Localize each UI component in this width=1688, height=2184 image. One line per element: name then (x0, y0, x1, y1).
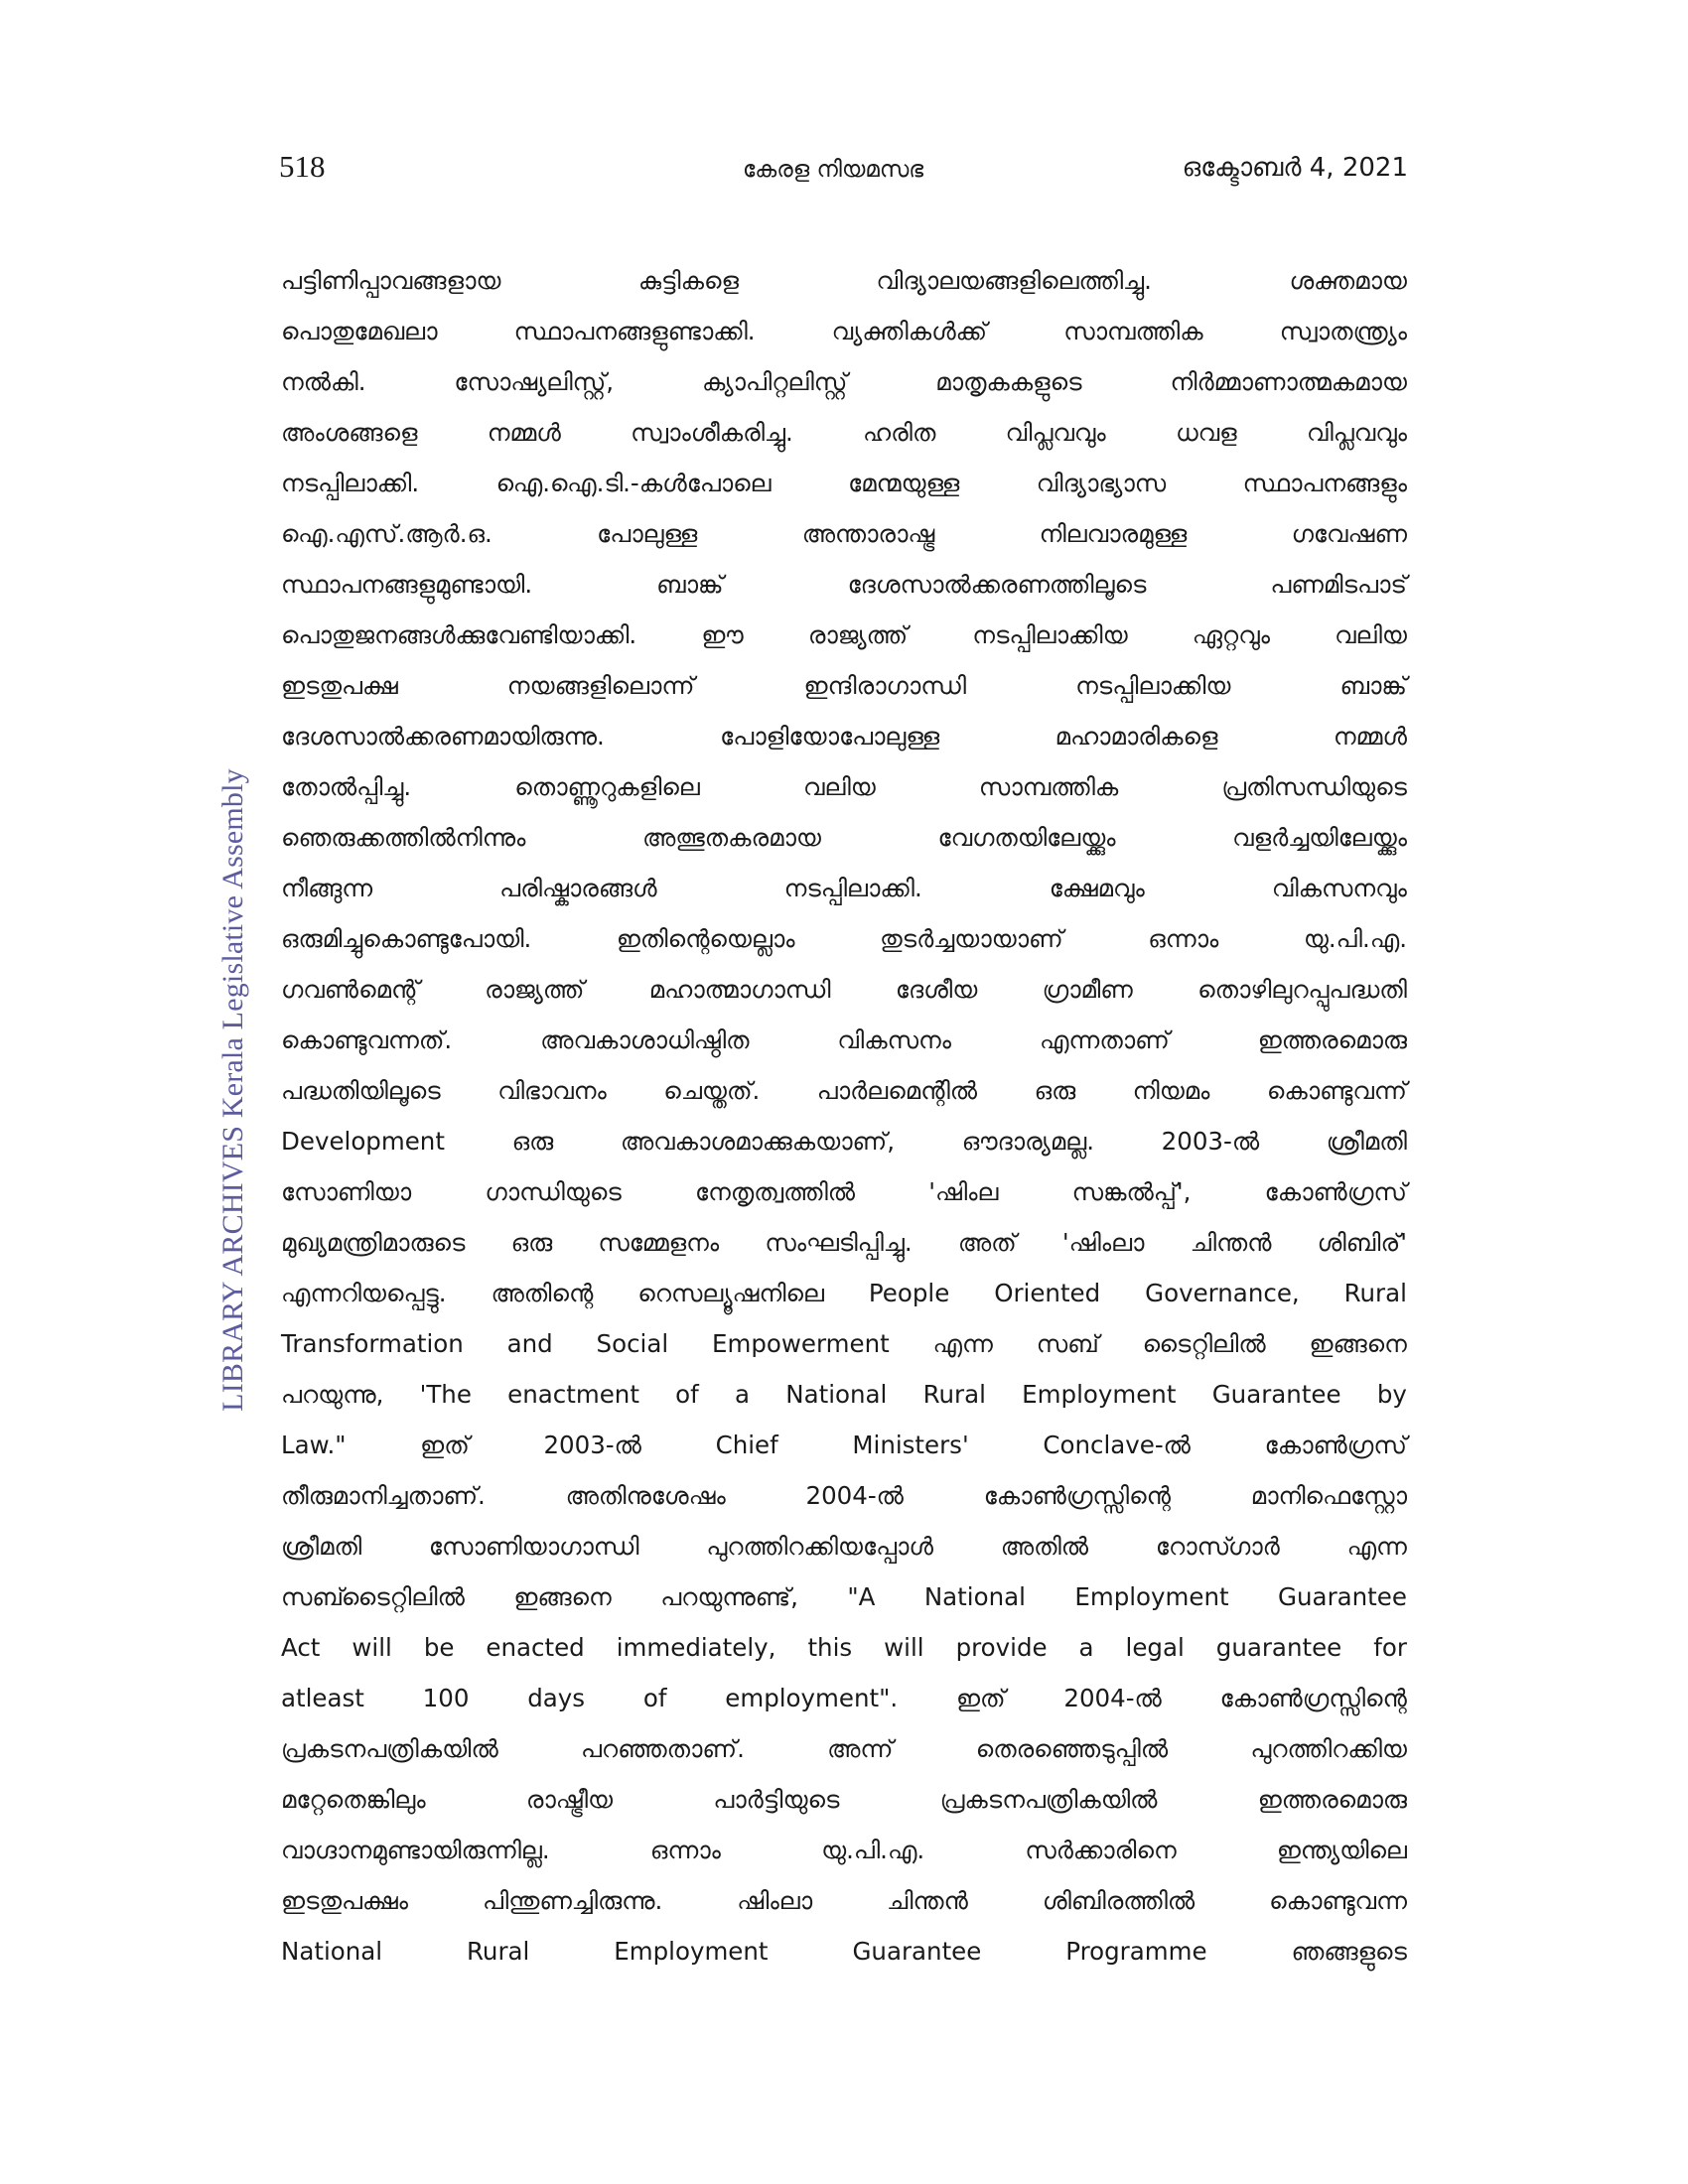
word: 2004-ൽ (805, 1481, 904, 1510)
word: ദേശസാൽക്കരണമായിരുന്നു. (281, 722, 605, 751)
word: കുട്ടികളെ (637, 266, 739, 295)
word: സമ്മേളനം (598, 1228, 720, 1257)
word: വിപ്ലവവും (1306, 418, 1407, 447)
word: യു.പി.എ. (1303, 924, 1407, 953)
word: നിയമം (1132, 1076, 1210, 1105)
word: National (281, 1937, 383, 1966)
word: ചിന്തൻ (887, 1886, 968, 1915)
word: ക്ഷേമവും (1049, 874, 1145, 902)
text-line (281, 266, 1407, 317)
word: Rural (467, 1937, 530, 1966)
text-line (281, 874, 1407, 924)
word: സർക്കാരിനെ (1025, 1836, 1177, 1864)
word: a (1078, 1633, 1094, 1662)
word: വിദ്യാലയങ്ങളിലെത്തിച്ചു. (876, 266, 1152, 295)
word: നിലവാരമുള്ള (1039, 519, 1188, 548)
word: നൽകി. (281, 367, 366, 396)
archive-watermark: LIBRARY ARCHIVES Kerala Legislative Assembly (216, 768, 249, 1412)
word: തീരുമാനിച്ചതാണ്. (281, 1481, 486, 1510)
word: Ministers' (852, 1431, 969, 1459)
word: ഇന്ത്യയിലെ (1276, 1836, 1407, 1864)
word: ഏറ്റവും (1192, 620, 1271, 649)
word: വ്യക്തികൾക്ക് (831, 317, 988, 345)
text-line (281, 1127, 1407, 1177)
word: 2003-ൽ (543, 1431, 641, 1459)
word: എന്ന (932, 1329, 993, 1358)
word: Act (281, 1633, 321, 1662)
text-line (281, 975, 1407, 1025)
text-line (281, 1937, 1407, 1987)
word: People (868, 1279, 950, 1307)
word: പുറത്തിറക്കിയ (1250, 1734, 1407, 1763)
word: ഒന്നാം (649, 1836, 721, 1864)
text-line (281, 620, 1407, 671)
word: അത് (957, 1228, 1017, 1257)
word: Transformation (281, 1329, 464, 1358)
word: ക്യാപിറ്റലിസ്റ്റ് (701, 367, 848, 396)
word: വിപ്ലവവും (1005, 418, 1106, 447)
word: be (423, 1633, 455, 1662)
word: ഈ (701, 620, 744, 649)
word: enacted (486, 1633, 585, 1662)
word: സ്ഥാപനങ്ങളുണ്ടാക്കി. (513, 317, 756, 345)
word: 'ഷിംലാ (1061, 1228, 1145, 1257)
word: കൊണ്ടുവന്ന് (1266, 1076, 1407, 1105)
word: ഒന്നാം (1148, 924, 1219, 953)
word: മഹാത്മാഗാന്ധി (648, 975, 831, 1004)
word: കോൺഗ്രസ്സിന്റെ (983, 1481, 1171, 1510)
word: legal (1125, 1633, 1185, 1662)
word: a (735, 1380, 751, 1409)
word: അത്ഭുതകരമായ (641, 823, 821, 852)
word: തൊഴിലുറപ്പുപദ്ധതി (1197, 975, 1407, 1004)
word: രാഷ്ട്രീയ (525, 1785, 614, 1814)
text-line (281, 1886, 1407, 1937)
word: വികസനം (837, 1025, 952, 1054)
word: ഒരു (1034, 1076, 1076, 1105)
word: Rural (1343, 1279, 1407, 1307)
word: നമ്മൾ (1333, 722, 1407, 751)
word: ബാങ്ക് (656, 570, 724, 599)
word: വേഗതയിലേയ്ക്കും (937, 823, 1116, 852)
text-line (281, 1431, 1407, 1481)
word: 2004-ൽ (1063, 1684, 1162, 1712)
text-line (281, 772, 1407, 823)
word: ഇത്തരമൊരു (1257, 1025, 1407, 1054)
word: നടപ്പിലാക്കി. (783, 874, 922, 902)
text-line (281, 1177, 1407, 1228)
word: വളർച്ചയിലേയ്ക്കും (1232, 823, 1407, 852)
word: പാർലമെന്റിൽ (816, 1076, 978, 1105)
word: ഔദാര്യമല്ല. (961, 1127, 1094, 1156)
word: മറ്റേതെങ്കിലും (281, 1785, 426, 1814)
word: പൊതുമേഖലാ (281, 317, 438, 345)
word: റെസല്യൂഷനിലെ (637, 1279, 824, 1307)
word: provide (955, 1633, 1048, 1662)
word: Guarantee (1211, 1380, 1341, 1409)
word: രാജ്യത്ത് (485, 975, 585, 1004)
word: National (923, 1582, 1026, 1611)
word: ഇതിന്റെയെല്ലാം (616, 924, 795, 953)
word: atleast (281, 1684, 364, 1712)
word: പ്രതിസന്ധിയുടെ (1221, 772, 1407, 801)
word: അതിൽ (1000, 1532, 1089, 1561)
word: പദ്ധതിയിലൂടെ (281, 1076, 441, 1105)
word: നിർമ്മാണാത്മകമായ (1170, 367, 1407, 396)
text-line (281, 671, 1407, 722)
text-line (281, 570, 1407, 620)
word: ശ്രീമതി (1326, 1127, 1407, 1156)
word: Rural (922, 1380, 986, 1409)
word: employment". (725, 1684, 899, 1712)
word: Employment (1074, 1582, 1229, 1611)
word: എന്നറിയപ്പെട്ടു. (281, 1279, 447, 1307)
word: Empowerment (711, 1329, 890, 1358)
word: മുഖ്യമന്ത്രിമാരുടെ (281, 1228, 466, 1257)
page-number: 518 (279, 149, 326, 184)
word: അതിനുശേഷം (565, 1481, 726, 1510)
word: വലിയ (802, 772, 876, 801)
word: ഗവൺമെന്റ് (281, 975, 420, 1004)
word: immediately, (616, 1633, 776, 1662)
word: സ്ഥാപനങ്ങളുമുണ്ടായി. (281, 570, 533, 599)
text-line (281, 823, 1407, 874)
word: വാഗ്ദാനമുണ്ടായിരുന്നില്ല. (281, 1836, 550, 1864)
word: Development (281, 1127, 445, 1156)
word: ചെയ്തത്. (663, 1076, 761, 1105)
word: പറഞ്ഞതാണ്. (580, 1734, 745, 1763)
word: സാമ്പത്തിക (978, 772, 1119, 801)
word: തൊണ്ണൂറുകളിലെ (514, 772, 700, 801)
word: ചിന്തൻ (1190, 1228, 1272, 1257)
word: Guarantee (1278, 1582, 1407, 1611)
word: ഒരു (510, 1228, 553, 1257)
text-line (281, 1684, 1407, 1734)
word: വലിയ (1335, 620, 1407, 649)
text-line (281, 1481, 1407, 1532)
word: അതിന്റെ (491, 1279, 594, 1307)
word: പൊതുജനങ്ങൾക്കുവേണ്ടിയാക്കി. (281, 620, 637, 649)
word: സ്ഥാപനങ്ങളും (1242, 469, 1407, 497)
word: this (807, 1633, 853, 1662)
word: മാനിഫെസ്റ്റോ (1250, 1481, 1407, 1510)
word: ഗ്രാമീണ (1042, 975, 1133, 1004)
word: Oriented (994, 1279, 1101, 1307)
word: Law." (281, 1431, 347, 1459)
word: പറയുന്നു, (281, 1380, 384, 1409)
word: അവകാശമാക്കുകയാണ്, (620, 1127, 896, 1156)
word: പിന്തുണച്ചിരുന്നു. (482, 1886, 663, 1915)
word: of (642, 1684, 667, 1712)
word: Social (596, 1329, 669, 1358)
word: സബ്ടൈറ്റിലിൽ (281, 1582, 465, 1611)
word: ശ്രീമതി (281, 1532, 362, 1561)
word: സബ് (1036, 1329, 1099, 1358)
word: മേന്മയുള്ള (848, 469, 960, 497)
word: ഇത് (420, 1431, 470, 1459)
word: guarantee (1215, 1633, 1342, 1662)
word: Programme (1065, 1937, 1207, 1966)
word: രാജ്യത്ത് (807, 620, 909, 649)
word: നയങ്ങളിലൊന്ന് (506, 671, 695, 700)
word: പോളിയോപോലുള്ള (720, 722, 940, 751)
word: ഗവേഷണ (1291, 519, 1407, 548)
word: സ്വാംശീകരിച്ചു. (631, 418, 793, 447)
word: Guarantee (852, 1937, 982, 1966)
text-line (281, 1076, 1407, 1127)
word: വികസനവും (1271, 874, 1407, 902)
word: സോണിയാ (281, 1177, 412, 1206)
word: പോലുള്ള (597, 519, 698, 548)
word: ബാങ്ക് (1339, 671, 1407, 700)
word: പ്രകടനപത്രികയിൽ (939, 1785, 1158, 1814)
word: വിഭാവനം (497, 1076, 607, 1105)
word: Employment (1022, 1380, 1177, 1409)
text-line (281, 1279, 1407, 1329)
word: ഐ.എസ്.ആർ.ഒ. (281, 519, 492, 548)
running-head-title: കേരള നിയമസഭ (743, 157, 924, 183)
word: അന്ന് (827, 1734, 894, 1763)
word: വിദ്യാഭ്യാസ (1036, 469, 1167, 497)
word: നമ്മൾ (487, 418, 561, 447)
word: ഇത് (955, 1684, 1006, 1712)
word: എന്ന (1346, 1532, 1407, 1561)
word: പാർട്ടിയുടെ (713, 1785, 840, 1814)
text-line (281, 418, 1407, 469)
word: 100 (422, 1684, 470, 1712)
text-line (281, 1734, 1407, 1785)
text-line (281, 1836, 1407, 1886)
word: സങ്കൽപ്പ്', (1071, 1177, 1192, 1206)
word: Chief (715, 1431, 778, 1459)
word: ഷിംലാ (737, 1886, 813, 1915)
word: പരിഷ്കാരങ്ങൾ (499, 874, 657, 902)
word: തുടർച്ചയായാണ് (880, 924, 1063, 953)
word: ഒരുമിച്ചുകൊണ്ടുപോയി. (281, 924, 532, 953)
word: പറയുന്നുണ്ട്, (660, 1582, 798, 1611)
word: Governance, (1145, 1279, 1300, 1307)
word: 'ഷിംല (928, 1177, 999, 1206)
word: ശിബിരത്തിൽ (1042, 1886, 1196, 1915)
word: ഞങ്ങളുടെ (1291, 1937, 1407, 1966)
word: ഐ.ഐ.ടി.-കൾപോലെ (495, 469, 772, 497)
word: ഇങ്ങനെ (1309, 1329, 1407, 1358)
word: യു.പി.എ. (821, 1836, 925, 1864)
word: കൊണ്ടുവന്ന (1269, 1886, 1407, 1915)
word: National (785, 1380, 888, 1409)
word: ദേശസാൽക്കരണത്തിലൂടെ (847, 570, 1147, 599)
word: ടൈറ്റിലിൽ (1142, 1329, 1266, 1358)
running-head-date: ഒക്ടോബർ 4, 2021 (1182, 153, 1408, 183)
text-line (281, 1532, 1407, 1582)
word: ഹരിത (863, 418, 936, 447)
word: സംഘടിപ്പിച്ചു. (765, 1228, 913, 1257)
text-line (281, 1329, 1407, 1380)
word: 2003-ൽ (1161, 1127, 1260, 1156)
word: സ്വാതന്ത്ര്യം (1279, 317, 1407, 345)
word: will (352, 1633, 392, 1662)
word: സോഷ്യലിസ്റ്റ്, (454, 367, 615, 396)
word: "A (847, 1582, 876, 1611)
text-line (281, 1380, 1407, 1431)
word: ഗാന്ധിയുടെ (485, 1177, 622, 1206)
word: will (884, 1633, 924, 1662)
text-line (281, 1025, 1407, 1076)
text-line (281, 924, 1407, 975)
word: നീങ്ങുന്ന (281, 874, 373, 902)
word: Conclave-ൽ (1043, 1431, 1191, 1459)
word: ശിബിര്' (1317, 1228, 1407, 1257)
word: ധവള (1175, 418, 1237, 447)
text-line (281, 317, 1407, 367)
word: അംശങ്ങളെ (281, 418, 418, 447)
word: enactment (507, 1380, 639, 1409)
word: ഇത്തരമൊരു (1257, 1785, 1407, 1814)
word: നടപ്പിലാക്കിയ (1075, 671, 1231, 700)
word: ഞെരുക്കത്തിൽനിന്നും (281, 823, 526, 852)
word: 'The (419, 1380, 472, 1409)
body-text (281, 266, 1407, 1987)
word: കോൺഗ്രസ്സിന്റെ (1219, 1684, 1407, 1712)
text-line (281, 1582, 1407, 1633)
word: റോസ്ഗാർ (1155, 1532, 1280, 1561)
word: നടപ്പിലാക്കി. (281, 469, 420, 497)
word: Employment (614, 1937, 769, 1966)
word: മാതൃകകളുടെ (935, 367, 1082, 396)
word: നടപ്പിലാക്കിയ (972, 620, 1128, 649)
word: സാമ്പത്തിക (1063, 317, 1203, 345)
word: പ്രകടനപത്രികയിൽ (281, 1734, 498, 1763)
text-line (281, 722, 1407, 772)
word: ഒരു (511, 1127, 554, 1156)
text-line (281, 367, 1407, 418)
text-line (281, 1228, 1407, 1279)
word: ദേശീയ (895, 975, 978, 1004)
word: അന്താരാഷ്ട്ര (801, 519, 935, 548)
word: പണമിടപാട് (1270, 570, 1407, 599)
text-line (281, 1633, 1407, 1684)
word: മഹാമാരികളെ (1055, 722, 1218, 751)
word: by (1376, 1380, 1407, 1409)
word: കോൺഗ്രസ് (1264, 1431, 1407, 1459)
text-line (281, 469, 1407, 519)
text-line (281, 519, 1407, 570)
text-line (281, 1785, 1407, 1836)
word: കൊണ്ടുവന്നത്. (281, 1025, 453, 1054)
word: തോൽപ്പിച്ചു. (281, 772, 412, 801)
word: ഇങ്ങനെ (513, 1582, 612, 1611)
word: and (506, 1329, 553, 1358)
word: അവകാശാധിഷ്ഠിത (540, 1025, 750, 1054)
word: നേതൃത്വത്തിൽ (695, 1177, 856, 1206)
word: days (527, 1684, 586, 1712)
word: തെരഞ്ഞെടുപ്പിൽ (975, 1734, 1169, 1763)
word: ഇടതുപക്ഷം (281, 1886, 409, 1915)
word: of (675, 1380, 699, 1409)
word: ഇന്ദിരാഗാന്ധി (803, 671, 967, 700)
word: പുറത്തിറക്കിയപ്പോൾ (706, 1532, 934, 1561)
word: എന്നതാണ് (1039, 1025, 1170, 1054)
word: ശക്തമായ (1289, 266, 1407, 295)
word: സോണിയാഗാന്ധി (428, 1532, 639, 1561)
word: for (1373, 1633, 1407, 1662)
word: കോൺഗ്രസ് (1264, 1177, 1407, 1206)
word: ഇടതുപക്ഷ (281, 671, 398, 700)
word: പട്ടിണിപ്പാവങ്ങളായ (281, 266, 501, 295)
